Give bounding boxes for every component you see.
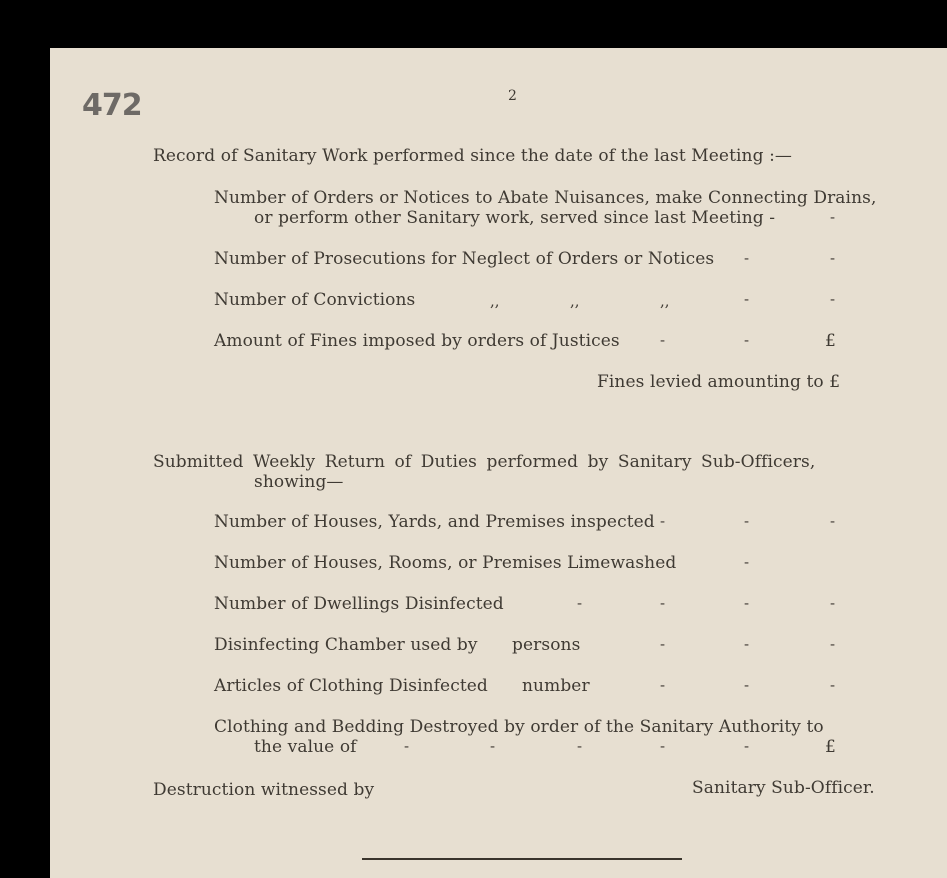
pound-sign: £: [825, 331, 836, 351]
leader-dash: -: [744, 512, 750, 530]
leader-dash: -: [490, 737, 496, 755]
section2-heading-line1: Submitted Weekly Return of Duties performed by Sanitary Sub-Officers,: [153, 452, 816, 472]
orders-notices-line2: or perform other Sanitary work, served since last Meeting -: [254, 208, 776, 228]
leader-dash: -: [744, 249, 750, 267]
leader-dash: -: [660, 331, 666, 349]
page-number: 2: [508, 88, 517, 104]
leader-dash: -: [660, 676, 666, 694]
sanitary-sub-officer-label: Sanitary Sub-Officer.: [692, 778, 875, 798]
ditto-mark: ,,: [570, 292, 580, 310]
fines-imposed-label: Amount of Fines imposed by orders of Justices: [214, 331, 620, 351]
leader-dash: -: [744, 737, 750, 755]
leader-dash: -: [660, 737, 666, 755]
clothing-disinfected-label: Articles of Clothing Disinfected: [214, 676, 488, 696]
leader-dash: -: [577, 737, 583, 755]
leader-dash: -: [830, 594, 836, 612]
leader-dash: -: [830, 249, 836, 267]
pound-sign: £: [825, 737, 836, 757]
leader-dash: -: [660, 635, 666, 653]
convictions-label: Number of Convictions: [214, 290, 416, 310]
leader-dash: -: [744, 553, 750, 571]
leader-dash: -: [830, 676, 836, 694]
section2-heading-line2: showing—: [254, 472, 344, 492]
leader-dash: -: [830, 635, 836, 653]
houses-inspected-label: Number of Houses, Yards, and Premises inspected: [214, 512, 655, 532]
leader-dash: -: [660, 594, 666, 612]
leader-dash: -: [830, 208, 836, 226]
clothing-destroyed-line2: the value of: [254, 737, 357, 757]
houses-limewashed-label: Number of Houses, Rooms, or Premises Limewashed: [214, 553, 677, 573]
persons-unit: persons: [512, 635, 581, 655]
prosecutions-label: Number of Prosecutions for Neglect of Orders or Notices: [214, 249, 715, 269]
leader-dash: -: [830, 512, 836, 530]
leader-dash: -: [577, 594, 583, 612]
document-page: [50, 48, 947, 878]
clothing-destroyed-line1: Clothing and Bedding Destroyed by order of the Sanitary Authority to: [214, 717, 824, 737]
leader-dash: -: [744, 635, 750, 653]
fines-levied-label: Fines levied amounting to £: [597, 372, 841, 392]
leader-dash: -: [744, 676, 750, 694]
disinfecting-chamber-label: Disinfecting Chamber used by: [214, 635, 478, 655]
closing-rule: [362, 858, 682, 860]
section1-heading: Record of Sanitary Work performed since the date of the last Meeting :—: [153, 146, 793, 166]
leader-dash: -: [830, 290, 836, 308]
dwellings-disinfected-label: Number of Dwellings Disinfected: [214, 594, 504, 614]
destruction-witnessed-label: Destruction witnessed by: [153, 780, 375, 800]
orders-notices-line1: Number of Orders or Notices to Abate Nuisances, make Connecting Drains,: [214, 188, 877, 208]
ditto-mark: ,,: [490, 292, 500, 310]
leader-dash: -: [744, 290, 750, 308]
number-unit: number: [522, 676, 590, 696]
ditto-mark: ,,: [660, 292, 670, 310]
archive-stamp-number: 472: [82, 88, 142, 123]
leader-dash: -: [744, 594, 750, 612]
leader-dash: -: [744, 331, 750, 349]
leader-dash: -: [404, 737, 410, 755]
leader-dash: -: [660, 512, 666, 530]
